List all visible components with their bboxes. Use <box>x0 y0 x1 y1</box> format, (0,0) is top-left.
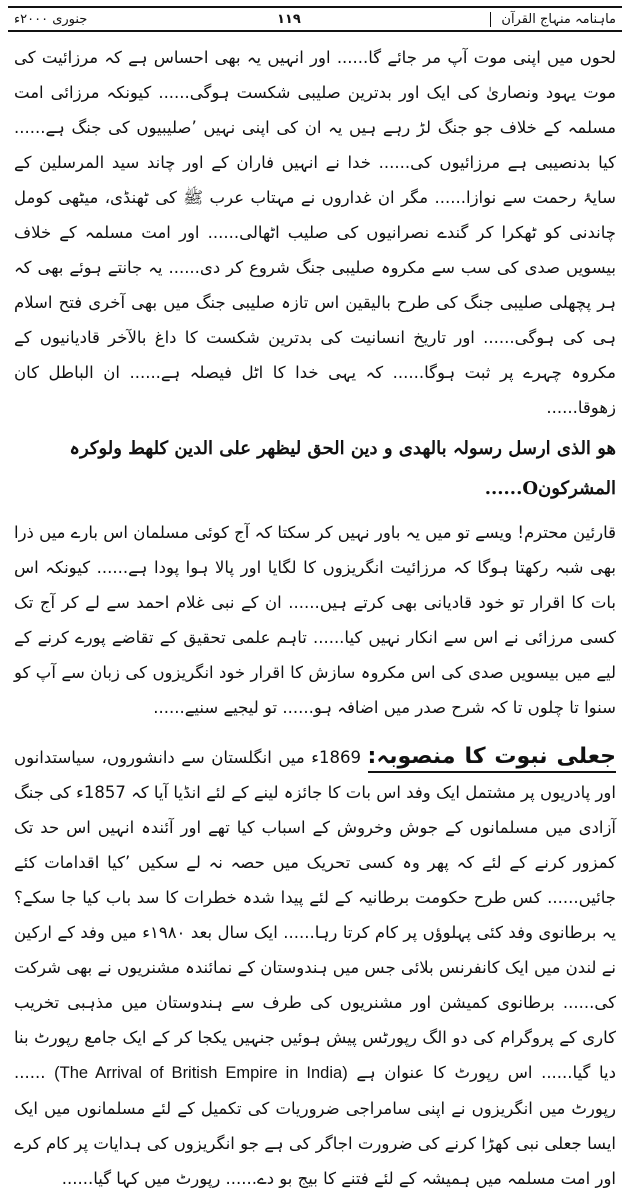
page-number: ۱۱۹ <box>276 11 301 27</box>
quran-verse-end: المشرکونO...... <box>484 478 616 499</box>
report-english-title: (The Arrival of British Empire in India) <box>54 1064 348 1082</box>
quran-verse-text: ھو الذی ارسل رسولہ بالھدی و دین الحق لیظھر علی الدین کلھط ولوکرہ <box>69 438 616 459</box>
article-body <box>14 40 617 1188</box>
section-paragraph <box>14 739 616 1196</box>
magazine-title: ماہنامہ منہاج القرآن <box>490 12 616 27</box>
paragraph-1: لحوں میں اپنی موت آپ مر جائے گا...... اور انہیں یہ بھی احساس ہے کہ مرزائیت کی موت یہود ونصاریٰ کی ایک اور بدترین صلیبی شکست ہوگی...... کیونکہ مرزائی امت مسلمہ کے خلاف جو جنگ لڑ رہے ہیں یہ ان کی اپنی نہیں ’صلیبیوں کی جنگ ہے...... کیا بدنصیبی ہے مرزائیوں کی...... خدا نے انہیں فاران کے اور چاند سید المرسلین کے سایۂ رحمت سے نوازا...... مگر ان غداروں نے مہتاب عرب ﷺ کی ٹھنڈی، میٹھی کومل چاندنی کو ٹھکرا کر گندے نصرانیوں کی صلیب اٹھالی...... اور امت مسلمہ کے خلاف بیسویں صدی کی سب سے مکروہ صلیبی جنگ شروع کر دی...... یہ جانتے ہوئے بھی کہ ہر پچھلی صلیبی جنگ کی طرح بالیقین اس تازہ صلیبی جنگ میں بھی آخری فتح اسلام ہی کی ہوگی...... اور تاریخ انسانیت کی بدترین شکست کا داغ بالآخر قادیانیوں کے مکروہ چہرے پر ثبت ہوگا...... کہ یہی خدا کا اٹل فیصلہ ہے...... ان الباطل کان زھوقا...... <box>14 48 616 417</box>
section-heading: جعلی نبوت کا منصوبہ: <box>368 744 616 773</box>
section-text-b: ...... رپورٹ میں انگریزوں نے اپنی سامراجی ضروریات کی تکمیل کے لئے مسلمانوں میں ایک ایسا جعلی نبی کھڑا کرنے کی ضرورت اجاگر کی ہے جو انگریزوں کی ہدایات پر کام کرے اور امت مسلمہ میں ہمیشہ کے لئے فتنے کا بیج بو دے...... رپورٹ میں کہا گیا...... <box>14 1063 616 1188</box>
page-header <box>8 6 622 32</box>
issue-date: جنوری ۲۰۰۰ء <box>14 11 88 27</box>
quran-verse <box>14 429 616 509</box>
section-text-a: 1869ء میں انگلستان سے دانشوروں، سیاستدانوں اور پادریوں پر مشتمل ایک وفد اس بات کا جائزہ لینے کے لئے انڈیا آیا کہ 1857ء کی جنگ آزادی میں مسلمانوں کے جوش وخروش کے اسباب کیا تھے اور آئندہ انہیں اس حد تک کمزور کرنے کے لئے کہ پھر وہ کسی تحریک میں حصہ نہ لے سکیں ’کیا اقدامات کئے جائیں...... کس طرح حکومت برطانیہ کے لئے پیدا شدہ خطرات کا سد باب کیا جا سکے؟ یہ برطانوی وفد کئی پہلوؤں پر کام کرتا رہا...... ایک سال بعد ۱۹۸۰ء میں وفد کے ارکین نے لندن میں ایک کانفرنس بلائی جس میں ہندوستان کے نمائندہ مشنریوں نے بھی شرکت کی...... برطانوی کمیشن اور مشنریوں کی طرف سے ہندوستان میں مذہبی تخریب کاری کے پروگرام کی دو الگ رپورٹس پیش ہوئیں جنہیں یکجا کر کے ایک جامع رپورٹ بنا دیا گیا...... اس رپورٹ کا عنوان ہے <box>14 748 617 1082</box>
paragraph-2: قارئین محترم! ویسے تو میں یہ باور نہیں کر سکتا کہ آج کوئی مسلمان اس بارے میں ذرا بھی شبہ رکھتا ہوگا کہ مرزائیت انگریزوں کا لگایا اور پالا ہوا پودا ہے...... کیونکہ اس بات کا اقرار تو خود قادیانی بھی کرتے ہیں...... ان کے نبی غلام احمد سے لے کر آج تک کسی مرزائی نے اس سے انکار نہیں کیا...... تاہم علمی تحقیق کے تقاضے پورے کرنے کے لیے میں بیسویں صدی کی اس مکروہ سازش کا اقرار خود انگریزوں کی زبان سے آپ کو سنوا تا چلوں تا کہ شرح صدر میں اضافہ ہو...... تو لیجیے سنیے...... <box>14 523 616 717</box>
section-fake-prophethood-plan <box>14 739 616 1196</box>
